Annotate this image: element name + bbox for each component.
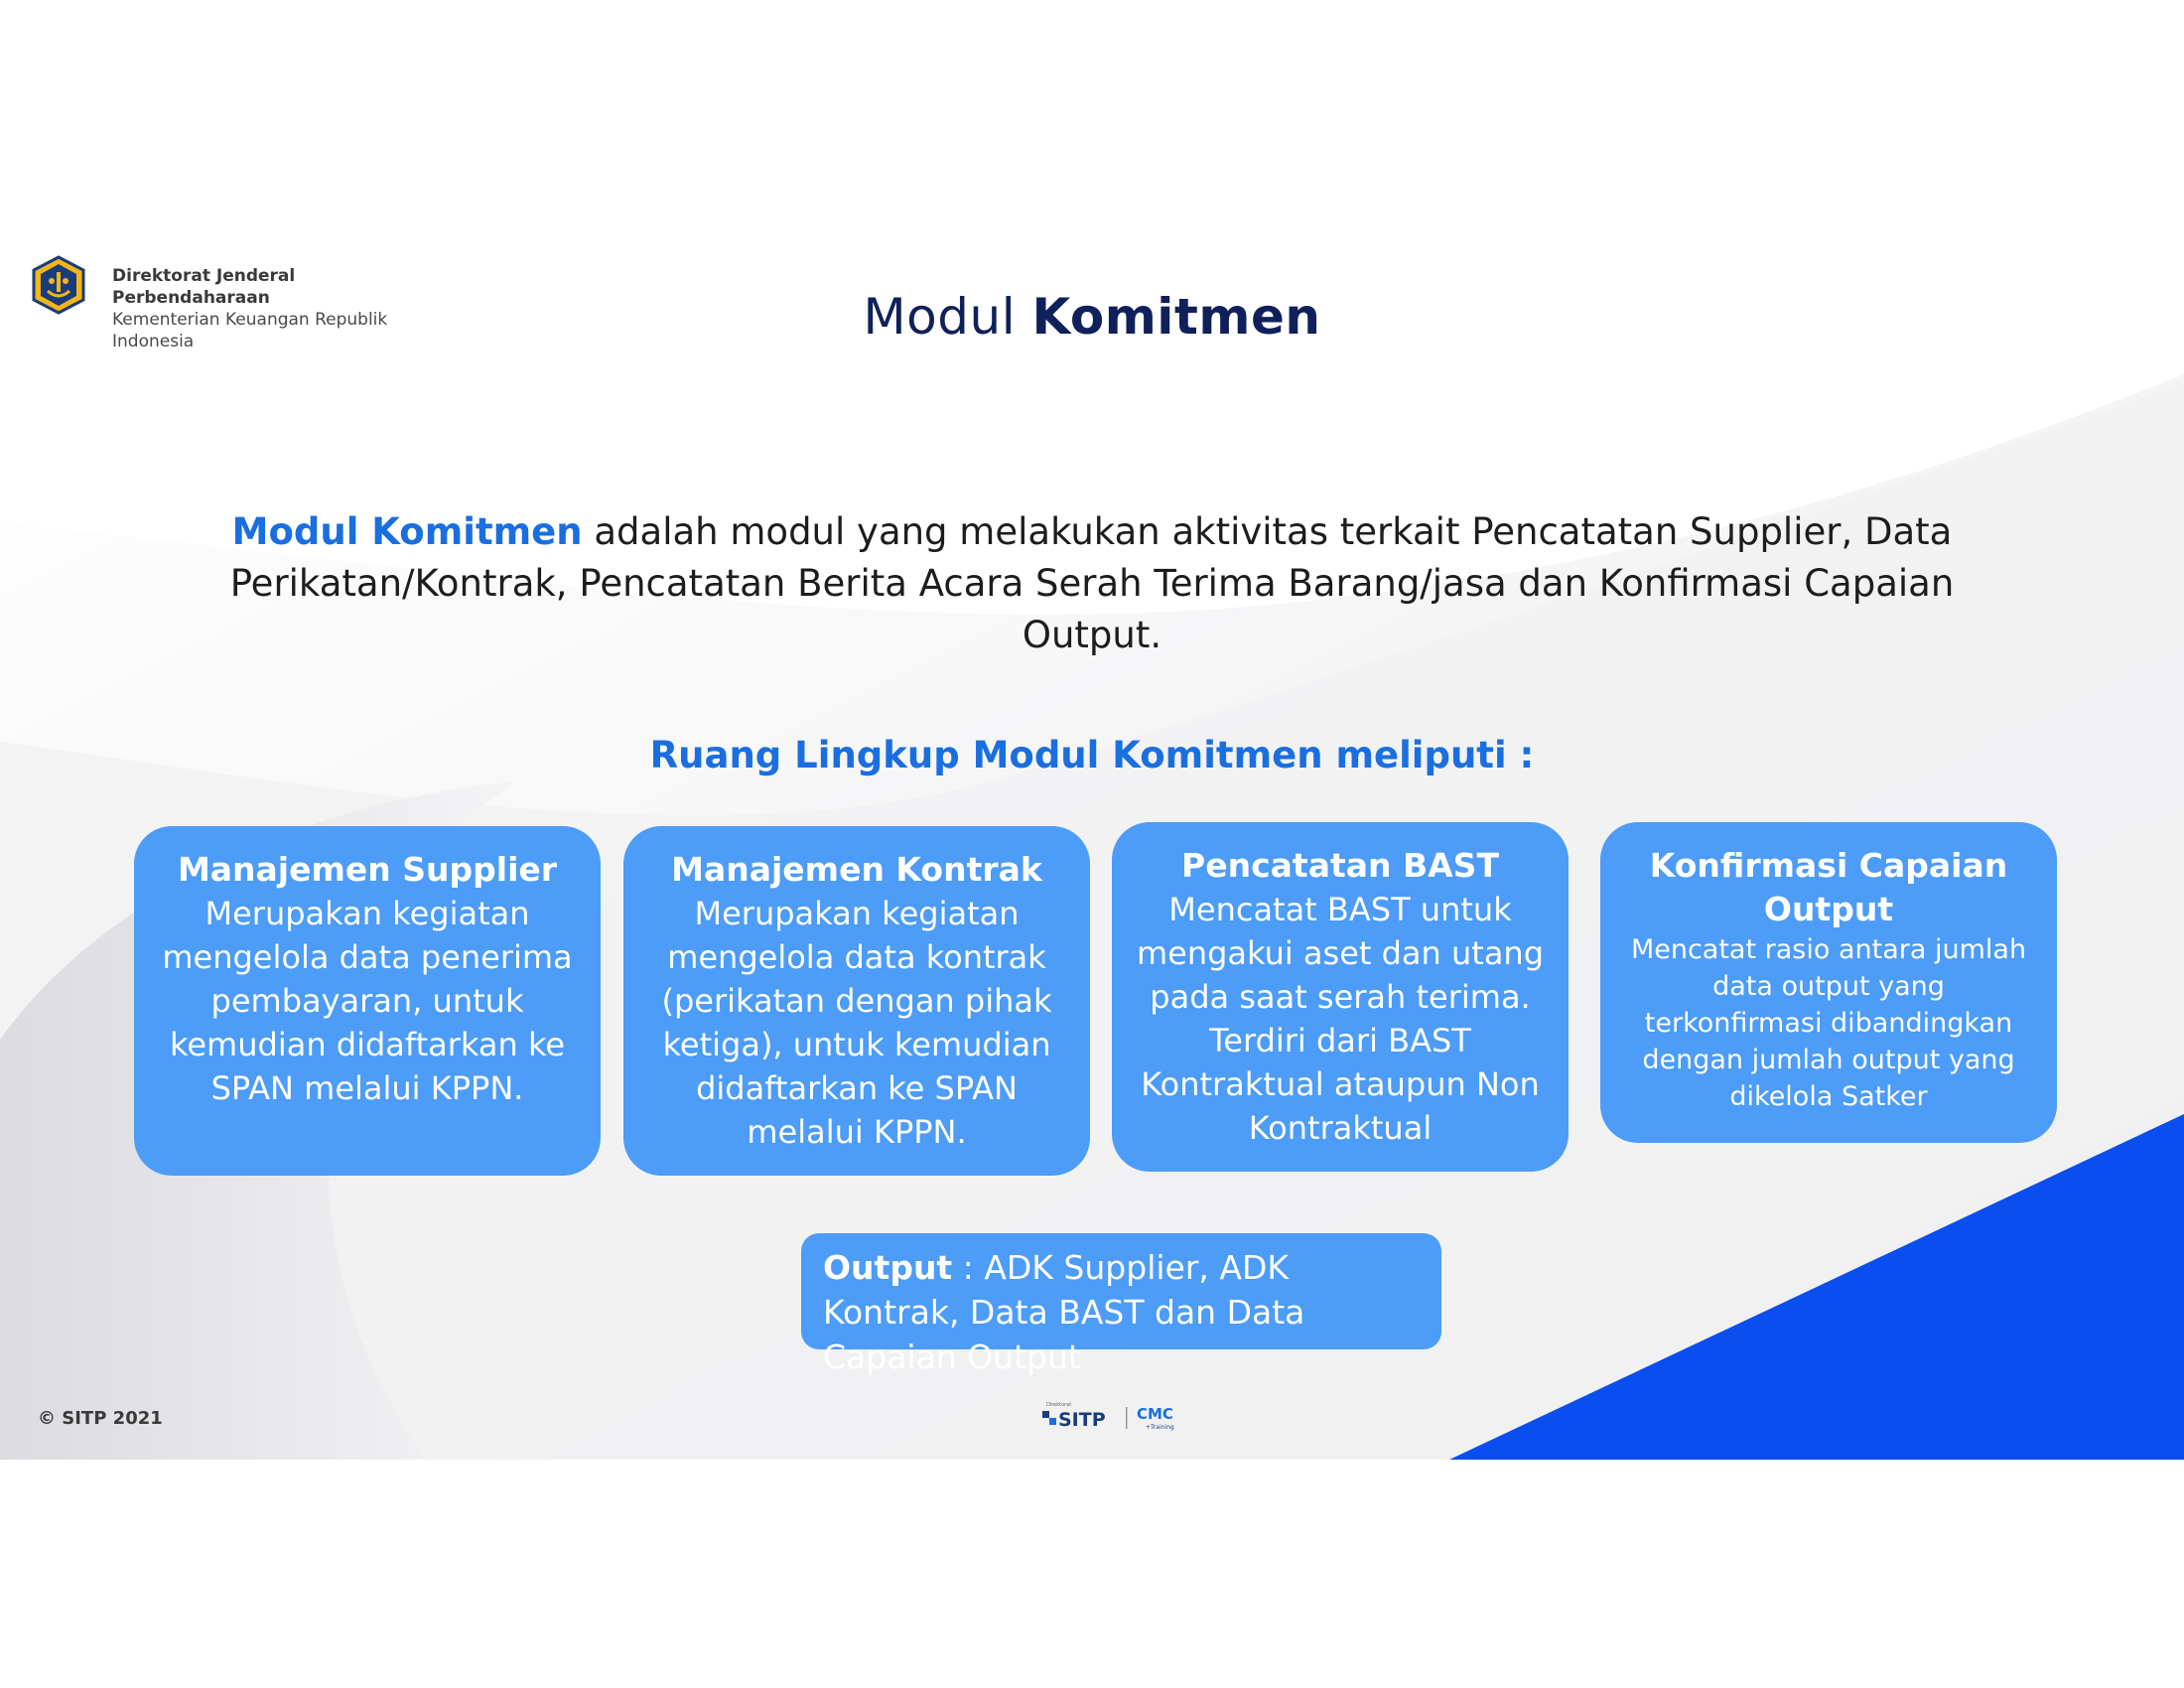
card-body: Merupakan kegiatan mengelola data penerima pembayaran, untuk kemudian didaftarkan ke SPAN melalui KPPN. — [162, 895, 573, 1107]
logo-sub-right: +Training — [1146, 1424, 1174, 1431]
card-body: Merupakan kegiatan mengelola data kontrak (perikatan dengan pihak ketiga), untuk kemudian didaftarkan ke SPAN melalui KPPN. — [661, 895, 1052, 1151]
org-line-3: Kementerian Keuangan Republik — [112, 310, 388, 330]
card-pencatatan-bast — [1112, 822, 1569, 1172]
org-line-1: Direktorat Jenderal — [112, 266, 296, 286]
intro-text: adalah modul yang melakukan aktivitas terkait Pencatatan Supplier, Data Perikatan/Kontrak, Pencatatan Berita Acara Serah Terima Barang/jasa dan Konfirmasi Capaian Output. — [229, 510, 1955, 656]
page-title — [0, 288, 2184, 346]
logo-sub-left: Direktorat — [1046, 1402, 1072, 1408]
output-text: : ADK Supplier, ADK Kontrak, Data BAST dan Data Capaian Output — [823, 1248, 1305, 1376]
intro-lead: Modul Komitmen — [231, 510, 583, 553]
sitp-cmc-logo-icon — [1042, 1399, 1191, 1433]
logo-sitp: SITP — [1058, 1409, 1106, 1431]
card-manajemen-supplier — [134, 826, 601, 1176]
output-box — [801, 1233, 1441, 1376]
logo-cmc: CMC — [1137, 1405, 1173, 1423]
slide — [0, 225, 2184, 1460]
card-title: Manajemen Supplier — [177, 850, 558, 889]
card-manajemen-kontrak — [623, 826, 1090, 1176]
card-title: Manajemen Kontrak — [671, 850, 1042, 889]
org-line-2: Perbendaharaan — [112, 288, 270, 308]
scope-heading: Ruang Lingkup Modul Komitmen meliputi : — [649, 734, 1535, 776]
intro-paragraph — [228, 506, 1956, 661]
output-label: Output — [823, 1248, 953, 1287]
copyright: © SITP 2021 — [38, 1408, 163, 1429]
card-title: Pencatatan BAST — [1181, 846, 1499, 885]
card-body: Mencatat rasio antara jumlah data output yang terkonfirmasi dibandingkan dengan jumlah output yang dikelola Satker — [1630, 934, 2027, 1112]
card-title: Konfirmasi Capaian Output — [1649, 846, 2008, 928]
page-title-light: Modul — [863, 288, 1032, 346]
card-konfirmasi-capaian-output — [1600, 822, 2057, 1143]
card-body: Mencatat BAST untuk mengakui aset dan utang pada saat serah terima. Terdiri dari BAST Kontraktual ataupun Non Kontraktual — [1136, 891, 1545, 1147]
page-title-bold: Komitmen — [1031, 288, 1321, 346]
org-line-4: Indonesia — [112, 332, 195, 352]
